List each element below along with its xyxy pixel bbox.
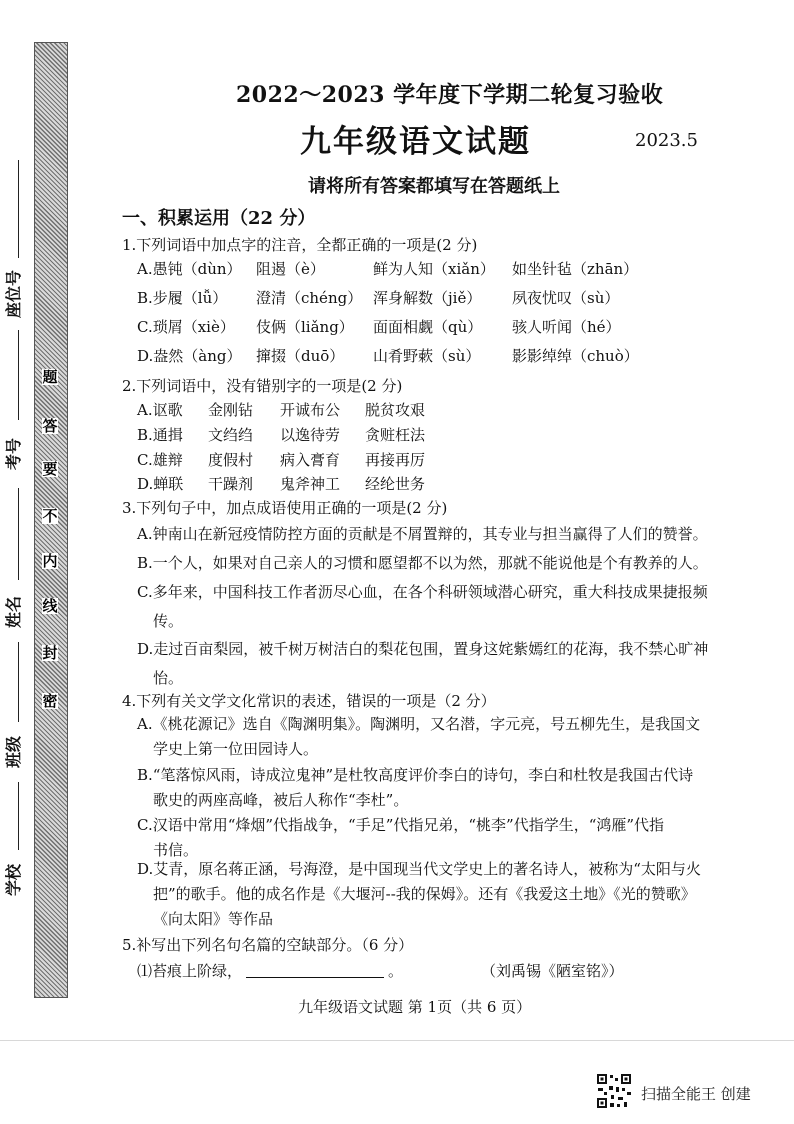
q2-option: 鬼斧神工 xyxy=(280,475,341,493)
q1-option: 浑身解数（jiě） xyxy=(373,289,482,307)
class-line xyxy=(18,642,19,722)
question-3-stem: 3.下列句子中，加点成语使用正确的一项是(2 分) xyxy=(122,499,448,517)
q3-option-line: 怡。 xyxy=(153,669,184,687)
qr-code-icon xyxy=(596,1073,632,1109)
exam-date: 2023.5 xyxy=(635,130,698,151)
q4-option-line: 书信。 xyxy=(153,841,199,859)
q2-option: 病入膏育 xyxy=(280,451,341,469)
q2-option: C.雄辩 xyxy=(137,451,183,469)
q4-option-line: C.汉语中常用“烽烟”代指战争，“手足”代指兄弟，“桃李”代指学生，“鸿雁”代指 xyxy=(137,816,665,834)
q1-option: 骇人听闻（hé） xyxy=(512,318,621,336)
q3-option-line: D.走过百亩梨园，被千树万树洁白的梨花包围，置身这姹紫嫣红的花海，我不禁心旷神 xyxy=(137,640,709,658)
name-line xyxy=(18,488,19,580)
question-4-stem: 4.下列有关文学文化常识的表述，错误的一项是（2 分） xyxy=(122,692,496,710)
q2-option: 以逸待劳 xyxy=(280,426,341,444)
scanner-watermark: 扫描全能王 创建 xyxy=(641,1085,751,1103)
q4-option-line: 歌史的两座高峰，被后人称作“李杜”。 xyxy=(153,791,409,809)
q5-item-1-end: 。 xyxy=(388,962,404,980)
q2-option: 贪赃枉法 xyxy=(365,426,426,444)
q4-option-line: 《向太阳》等作品 xyxy=(153,910,274,928)
name-label: 姓名 xyxy=(4,595,24,629)
question-2-stem: 2.下列词语中，没有错别字的一项是(2 分) xyxy=(122,377,403,395)
q1-option: 影影绰绰（chuò） xyxy=(512,347,639,365)
school-label: 学校 xyxy=(4,863,24,897)
q1-option: 鲜为人知（xiǎn） xyxy=(373,260,495,278)
q1-option: 山肴野蔌（sù） xyxy=(373,347,481,365)
seal-char: 封 xyxy=(42,644,58,662)
question-5-stem: 5.补写出下列名句名篇的空缺部分。（6 分） xyxy=(122,936,414,954)
q1-option: B.步履（lǚ） xyxy=(137,289,228,307)
school-line xyxy=(18,782,19,850)
q5-item-1-text: ⑴苔痕上阶绿， xyxy=(137,962,243,980)
q1-option: 如坐针毡（zhān） xyxy=(512,260,639,278)
q4-option-line: D.艾青，原名蒋正涵，号海澄，是中国现当代文学史上的著名诗人，被称为“太阳与火 xyxy=(137,860,701,878)
q1-option: 面面相觑（qù） xyxy=(373,318,483,336)
exam-number-label: 考号 xyxy=(4,437,24,471)
q2-option: 再接再厉 xyxy=(365,451,426,469)
seat-number-line xyxy=(18,160,19,258)
seal-char: 不 xyxy=(42,507,58,525)
q3-option-line: C.多年来，中国科技工作者沥尽心血，在各个科研领域潜心研究，重大科技成果捷报频 xyxy=(137,583,708,601)
seal-char: 密 xyxy=(42,692,58,710)
q3-option-line: A.钟南山在新冠疫情防控方面的贡献是不屑置辩的，其专业与担当赢得了人们的赞誉。 xyxy=(137,525,708,543)
q4-option-line: B.“笔落惊风雨，诗成泣鬼神”是杜牧高度评价李白的诗句，李白和杜牧是我国古代诗 xyxy=(137,766,694,784)
page-divider xyxy=(0,1040,794,1041)
exam-number-line xyxy=(18,330,19,420)
q1-option: 澄清（chéng） xyxy=(256,289,363,307)
q4-option-line: 把”的歌手。他的成名作是《大堰河--我的保姆》。还有《我爱这土地》《光的赞歌》 xyxy=(153,885,696,903)
q5-item-1 xyxy=(137,960,403,981)
class-label: 班级 xyxy=(4,735,24,769)
answer-notice: 请将所有答案都填写在答题纸上 xyxy=(308,176,560,197)
q1-option: C.琐屑（xiè） xyxy=(137,318,235,336)
q2-option: D.蝉联 xyxy=(137,475,184,493)
q1-option: 夙夜忧叹（sù） xyxy=(512,289,620,307)
q1-option: 撺掇（duō） xyxy=(256,347,345,365)
q5-item-1-source: （刘禹锡《陋室铭》） xyxy=(481,962,624,980)
page-footer: 九年级语文试题 第 1页（共 6 页） xyxy=(298,998,532,1016)
q2-option: 文绉绉 xyxy=(208,426,254,444)
seal-char: 答 xyxy=(42,417,58,435)
q2-option: A.讴歌 xyxy=(137,401,183,419)
seat-number-label: 座位号 xyxy=(4,269,24,319)
seal-char: 内 xyxy=(42,552,58,570)
q2-option: 金刚钻 xyxy=(208,401,254,419)
q2-option: 度假村 xyxy=(208,451,254,469)
question-1-stem: 1.下列词语中加点字的注音，全都正确的一项是(2 分) xyxy=(122,236,478,254)
seal-char: 要 xyxy=(42,460,58,478)
q3-option-line: B.一个人，如果对自己亲人的习惯和愿望都不以为然，那就不能说他是个有教养的人。 xyxy=(137,554,708,572)
q1-option: A.愚钝（dùn） xyxy=(137,260,242,278)
q2-option: 脱贫攻艰 xyxy=(365,401,426,419)
answer-blank xyxy=(246,963,384,978)
q2-option: 干躁剂 xyxy=(208,475,254,493)
q4-option-line: 学史上第一位田园诗人。 xyxy=(153,740,319,758)
q3-option-line: 传。 xyxy=(153,612,184,630)
seal-char: 题 xyxy=(42,368,58,386)
q1-option: 伎俩（liǎng） xyxy=(256,318,354,336)
section-title: 一、积累运用（22 分） xyxy=(122,208,316,229)
q1-option: D.盎然（àng） xyxy=(137,347,242,365)
q2-option: B.通揖 xyxy=(137,426,183,444)
exam-subject-title: 九年级语文试题 xyxy=(300,124,531,160)
seal-char: 线 xyxy=(42,597,58,615)
q2-option: 经纶世务 xyxy=(365,475,426,493)
q4-option-line: A.《桃花源记》选自《陶渊明集》。陶渊明，又名潜，字元亮，号五柳先生，是我国文 xyxy=(137,715,701,733)
exam-term-title: 2022～2023 学年度下学期二轮复习验收 xyxy=(236,82,664,108)
q2-option: 开诚布公 xyxy=(280,401,341,419)
q1-option: 阻遏（è） xyxy=(256,260,325,278)
